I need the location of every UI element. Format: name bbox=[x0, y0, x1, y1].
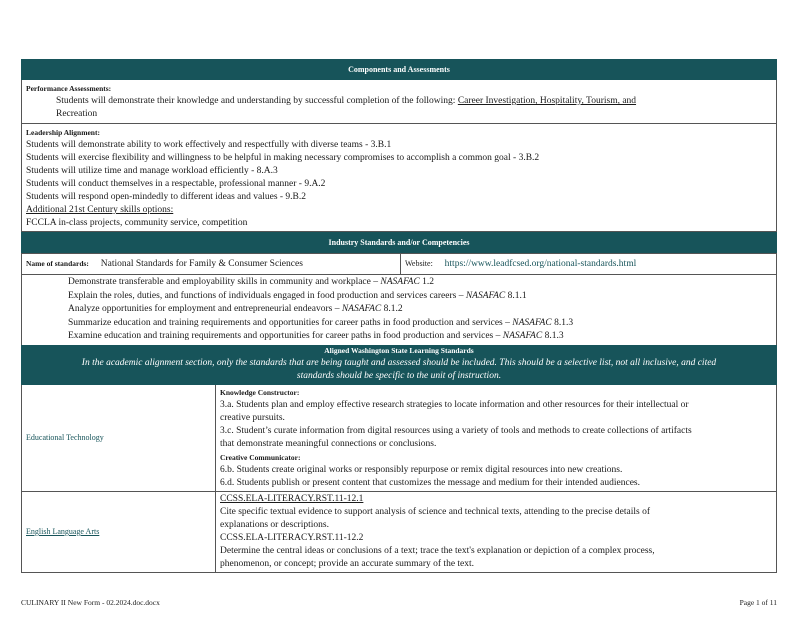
leadership-item: Students will respond open-mindedly to different ideas and values - 9.B.2 bbox=[26, 192, 307, 202]
ela-code-2: CCSS.ELA-LITERACY.RST.11-12.2 bbox=[220, 532, 364, 543]
edtech-standards: Knowledge Constructor: 3.a. Students plan and employ effective research strategies to locate information and other resources for their intellectual or creative pursuits. 3.c. Student’s curate information from digital resources using a variety of tools and methods to create collections of artifacts that demonstrate meaningful connections or conclusions. Creative Communicator: 6.b. Students create original works or responsibly repurpose or remix digital resources into new creations. 6.d. Students publish or present content that customizes the message and medium for their intended audiences. bbox=[216, 385, 777, 492]
industry-table bbox=[21, 232, 777, 253]
industry-header: Industry Standards and/or Competencies bbox=[328, 238, 470, 247]
ela-code-1[interactable]: CCSS.ELA-LITERACY.RST.11-12.1 bbox=[220, 493, 364, 504]
page-footer bbox=[21, 598, 777, 607]
performance-cont: Recreation bbox=[56, 109, 98, 119]
bullet-icon bbox=[26, 95, 56, 121]
alignment-header: Aligned Washington State Learning Standards bbox=[324, 345, 474, 355]
footer-filename: CULINARY II New Form - 02.2024.doc.docx bbox=[21, 598, 160, 607]
footer-page-number: Page 1 of 11 bbox=[739, 598, 777, 607]
list-item: Explain the roles, duties, and functions of individuals engaged in food production and services careers – NASAFAC 8.1.1 bbox=[68, 290, 527, 301]
website-link[interactable]: https://www.leadfcsed.org/national-standards.html bbox=[444, 259, 637, 269]
list-item: Analyze opportunities for employment and entrepreneurial endeavors – NASAFAC 8.1.2 bbox=[68, 304, 403, 314]
industry-standards-list bbox=[21, 275, 777, 345]
list-item: Demonstrate transferable and employability skills in community and workplace – NASAFAC 1.2 bbox=[68, 277, 435, 287]
edtech-label: Educational Technology bbox=[22, 385, 216, 492]
ela-standards: CCSS.ELA-LITERACY.RST.11-12.1 Cite specific textual evidence to support analysis of science and technical texts, attending to the precise details of explanations or descriptions. CCSS.ELA-LITERACY.RST.11-12.2 Determine the central ideas or conclusions of a text; trace the text's explanation or depiction of a complex process, phenomenon, or concept; provide an accurate summary of the text. bbox=[216, 491, 777, 572]
alignment-header-block bbox=[21, 345, 777, 385]
standards-name-table bbox=[21, 253, 777, 275]
leadership-item: Students will exercise flexibility and willingness to be helpful in making necessary compromises to accomplish a common goal - 3.B.2 bbox=[26, 153, 540, 163]
list-item: Examine education and training requirements and opportunities for career paths in food production and services – NASAFAC 8.1.3 bbox=[68, 331, 564, 341]
knowledge-constructor-label: Knowledge Constructor: bbox=[220, 387, 300, 397]
standards-name-label: Name of standards: bbox=[26, 259, 89, 268]
list-item: Summarize education and training requirements and opportunities for career paths in food production and services – NASAFAC 8.1.3 bbox=[68, 317, 574, 328]
performance-label: Performance Assessments: bbox=[26, 84, 112, 93]
leadership-label: Leadership Alignment: bbox=[26, 128, 100, 137]
ela-label: English Language Arts bbox=[22, 491, 216, 572]
performance-link[interactable]: Career Investigation, Hospitality, Tourism, and bbox=[457, 96, 637, 106]
standards-name-value: National Standards for Family & Consumer Sciences bbox=[100, 259, 303, 269]
creative-communicator-label: Creative Communicator: bbox=[220, 452, 301, 462]
performance-section bbox=[21, 80, 777, 124]
document-page bbox=[21, 59, 777, 573]
leadership-item: Students will utilize time and manage workload efficiently - 8.A.3 bbox=[26, 166, 278, 176]
leadership-item: Students will conduct themselves in a respectable, professional manner - 9.A.2 bbox=[26, 179, 326, 189]
leadership-item: Students will demonstrate ability to work effectively and respectfully with diverse teams - 3.B.1 bbox=[26, 140, 392, 150]
components-header: Components and Assessments bbox=[348, 65, 450, 74]
performance-text: Students will demonstrate their knowledge and understanding by successful completion of the following: bbox=[56, 96, 456, 106]
website-label: Website: bbox=[405, 259, 433, 268]
components-table bbox=[21, 59, 777, 80]
leadership-section bbox=[21, 124, 777, 232]
alignment-table bbox=[21, 385, 777, 573]
performance-item bbox=[26, 95, 772, 121]
alignment-note: In the academic alignment section, only the standards that are being taught and assessed should be included. This should be a selective list, not all inclusive, and cited standards should be specific to the unit of instruction. bbox=[81, 357, 717, 381]
fccla-text: FCCLA in-class projects, community service, competition bbox=[26, 218, 248, 228]
additional-skills-label: Additional 21st Century skills options: bbox=[26, 205, 174, 215]
